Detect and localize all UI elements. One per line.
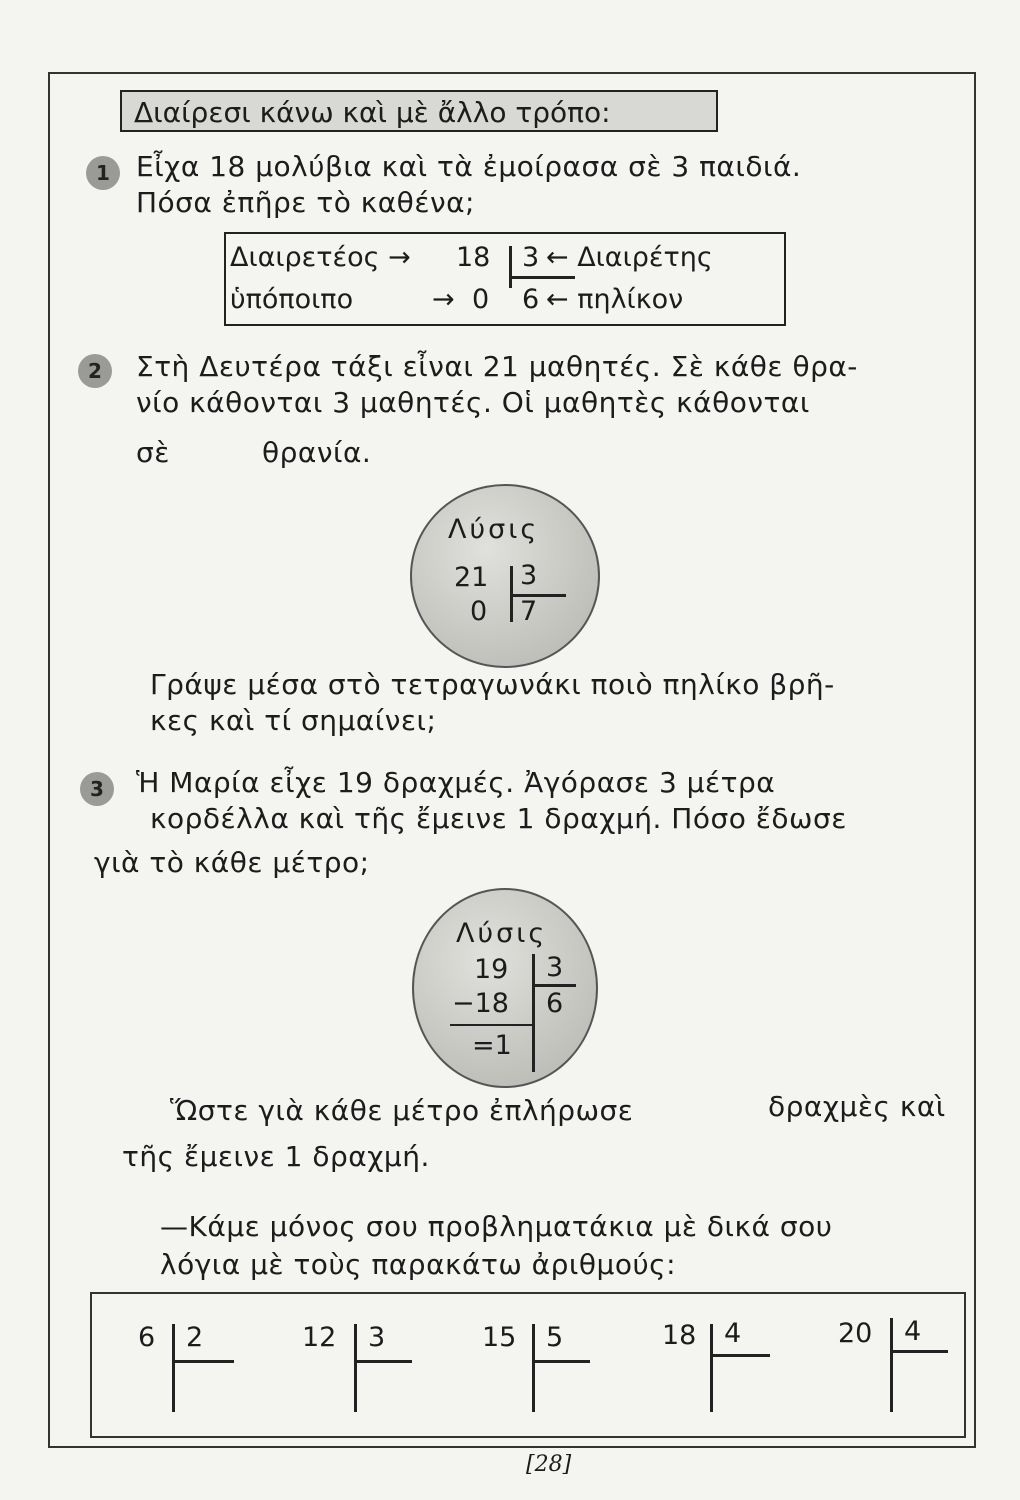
problem-2-line-3-end: θρανία. — [262, 436, 372, 469]
remainder-value: 0 — [472, 284, 490, 315]
dividend-value: 18 — [456, 242, 491, 273]
exercise-bracket-horizontal — [890, 1350, 948, 1353]
quotient-value: 6 — [522, 284, 540, 315]
exercise-dividend: 6 — [138, 1322, 156, 1353]
exercise-bracket-vertical — [172, 1324, 175, 1412]
solution-3-label: Λύσις — [456, 918, 548, 949]
remainder-label: ὑπόποιπο — [230, 284, 354, 315]
exercise-bracket-vertical — [710, 1324, 713, 1412]
problem-3-line-3: γιὰ τὸ κάθε μέτρο; — [94, 846, 370, 879]
instruction-line-2: λόγια μὲ τοὺς παρακάτω ἀριθμούς: — [160, 1248, 677, 1281]
solution-3-subtraction-line — [450, 1024, 534, 1026]
exercise-dividend: 12 — [302, 1322, 337, 1353]
problem-1-line-2: Πόσα ἐπῆρε τὸ καθένα; — [136, 186, 475, 219]
solution-2-remainder: 0 — [470, 596, 488, 627]
solution-3-bracket-vertical — [532, 954, 535, 1072]
quotient-label: ← πηλίκον — [546, 284, 684, 315]
problem-1-line-1: Εἶχα 18 μολύβια καὶ τὰ ἐμοίρασα σὲ 3 παιδιά. — [136, 150, 802, 183]
solution-3-bracket-horizontal — [532, 984, 576, 987]
dividend-label: Διαιρετέος → — [230, 242, 411, 273]
solution-2-bracket-horizontal — [510, 594, 566, 597]
exercise-bracket-vertical — [890, 1318, 893, 1412]
exercise-divisor: 4 — [904, 1316, 922, 1347]
problem-2-followup-1: Γράψε μέσα στὸ τετραγωνάκι ποιὸ πηλίκο βρῆ- — [150, 668, 835, 701]
page-number: [28] — [526, 1452, 572, 1477]
division-terms-box — [224, 232, 786, 326]
solution-3-remainder: =1 — [472, 1030, 512, 1061]
solution-2-label: Λύσις — [448, 514, 540, 545]
solution-3-dividend: 19 — [474, 954, 509, 985]
problem-2-line-2: νίο κάθονται 3 μαθητές. Οἱ μαθητὲς κάθονται — [136, 386, 810, 419]
solution-3-subtract: −18 — [452, 988, 509, 1019]
exercise-bracket-vertical — [532, 1324, 535, 1412]
solution-2-dividend: 21 — [454, 562, 489, 593]
exercise-dividend: 20 — [838, 1318, 873, 1349]
instruction-line-1: —Κάμε μόνος σου προβληματάκια μὲ δικά σου — [160, 1210, 833, 1243]
exercise-bracket-horizontal — [532, 1360, 590, 1363]
exercise-bracket-horizontal — [710, 1354, 770, 1357]
problem-1-number-badge: 1 — [86, 156, 120, 190]
problem-2-line-1: Στὴ Δευτέρα τάξι εἶναι 21 μαθητές. Σὲ κάθε θρα- — [136, 350, 858, 383]
division-bracket-vertical — [509, 246, 512, 288]
problem-3-answer-1-start: Ὥστε γιὰ κάθε μέτρο ἐπλήρωσε — [170, 1094, 634, 1127]
divisor-label: ← Διαιρέτης — [546, 242, 713, 273]
solution-3-quotient: 6 — [546, 988, 564, 1019]
exercises-box — [90, 1292, 966, 1438]
problem-3-number-badge: 3 — [80, 772, 114, 806]
exercise-bracket-horizontal — [354, 1360, 412, 1363]
exercise-dividend: 15 — [482, 1322, 517, 1353]
problem-3-line-2: κορδέλλα καὶ τῆς ἔμεινε 1 δραχμή. Πόσο ἔδωσε — [150, 802, 847, 835]
problem-3-line-1: Ἡ Μαρία εἶχε 19 δραχμές. Ἀγόρασε 3 μέτρα — [136, 766, 776, 799]
problem-3-answer-2: τῆς ἔμεινε 1 δραχμή. — [122, 1140, 430, 1173]
exercise-bracket-vertical — [354, 1324, 357, 1412]
exercise-bracket-horizontal — [172, 1360, 234, 1363]
divisor-value: 3 — [522, 242, 540, 273]
solution-2-divisor: 3 — [520, 560, 538, 591]
exercise-dividend: 18 — [662, 1320, 697, 1351]
division-bracket-horizontal — [509, 276, 575, 279]
exercise-divisor: 5 — [546, 1322, 564, 1353]
section-title: Διαίρεσι κάνω καὶ μὲ ἄλλο τρόπο: — [120, 90, 718, 132]
exercise-divisor: 4 — [724, 1318, 742, 1349]
solution-circle-3 — [412, 888, 598, 1088]
solution-3-divisor: 3 — [546, 952, 564, 983]
problem-2-number-badge: 2 — [78, 354, 112, 388]
solution-circle-2 — [410, 484, 600, 668]
remainder-arrow: → — [432, 284, 455, 315]
problem-2-line-3-start: σὲ — [136, 436, 170, 469]
solution-2-quotient: 7 — [520, 596, 538, 627]
exercise-divisor: 3 — [368, 1322, 386, 1353]
exercise-divisor: 2 — [186, 1322, 204, 1353]
problem-3-answer-1-end: δραχμὲς καὶ — [768, 1090, 946, 1123]
problem-2-followup-2: κες καὶ τί σημαίνει; — [150, 704, 437, 737]
